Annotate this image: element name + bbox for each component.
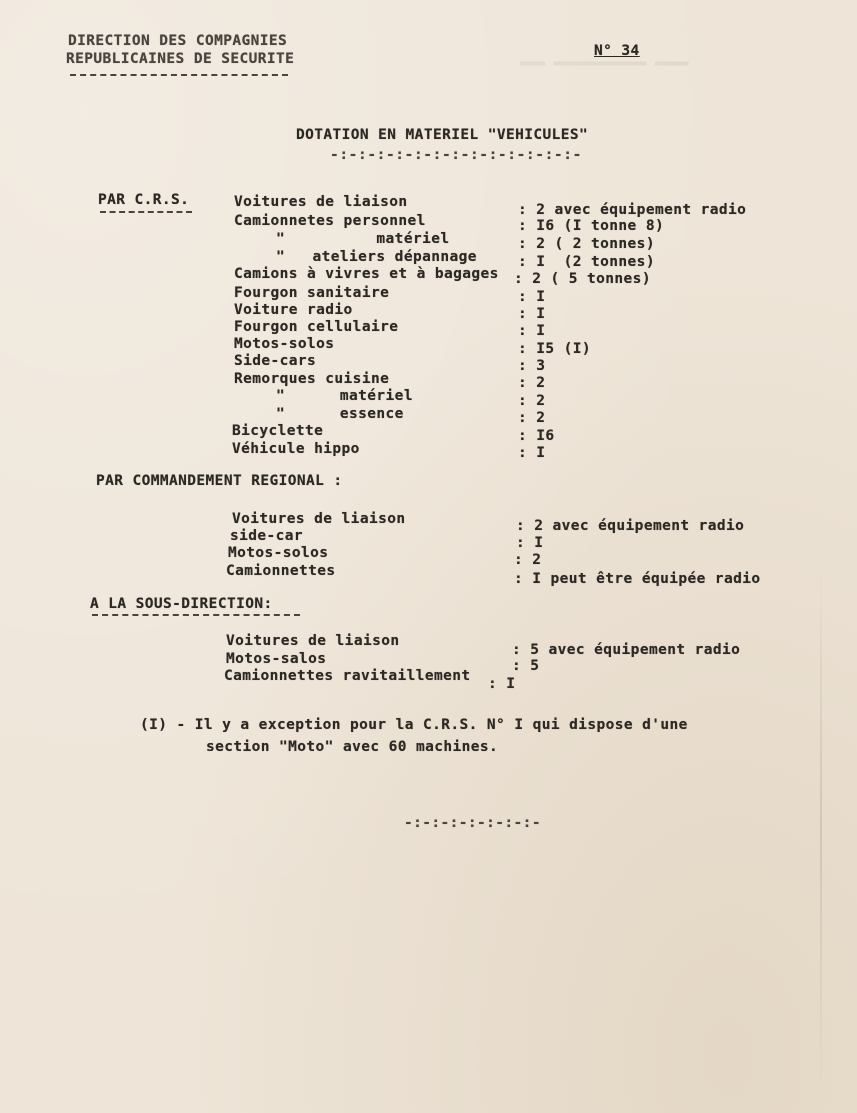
list-item-value: : 2	[518, 410, 546, 426]
list-item-label: Camionnettes ravitaillement	[224, 668, 471, 684]
list-item-value: : I	[516, 535, 544, 551]
page-title: DOTATION EN MATERIEL "VEHICULES"	[296, 127, 589, 143]
list-item-label: Camionnetes personnel	[234, 213, 426, 229]
list-item-value: : I peut être équipée radio	[514, 571, 761, 587]
title-ornament: -:-:-:-:-:-:-:-:-:-:-:-:-:-	[330, 147, 582, 163]
list-item-value: : 2	[514, 552, 542, 568]
list-item-value: : I	[518, 306, 546, 322]
section-heading-sous-direction: A LA SOUS-DIRECTION:	[90, 596, 273, 612]
list-item-label: Camions à vivres et à bagages	[234, 266, 499, 282]
list-item-label: " essence	[276, 406, 404, 422]
list-item-label: Side-cars	[234, 353, 317, 369]
list-item-value: : I	[488, 676, 516, 692]
list-item-label: Fourgon cellulaire	[234, 319, 399, 335]
list-item-label: " matériel	[276, 388, 413, 404]
list-item-label: Motos-solos	[228, 545, 329, 561]
document-number: N° 34	[594, 43, 640, 59]
show-through-text: ▬▬▬▬ ▬▬▬▬▬▬▬▬▬▬▬ ▬▬▬	[520, 55, 689, 71]
list-item-label: " ateliers dépannage	[276, 249, 477, 265]
list-item-label: Bicyclette	[232, 423, 324, 439]
list-item-label: Motos-salos	[226, 651, 327, 667]
list-item-value: : I5 (I)	[518, 341, 592, 357]
list-item-label: Camionnettes	[226, 563, 336, 579]
list-item-value: : I	[518, 445, 546, 461]
end-ornament: -:-:-:-:-:-:-:-	[404, 815, 541, 831]
list-item-value: : 5 avec équipement radio	[512, 642, 741, 658]
org-line-1: DIRECTION DES COMPAGNIES	[68, 33, 288, 49]
list-item-label: Fourgon sanitaire	[234, 285, 390, 301]
list-item-value: : I6	[518, 428, 555, 444]
list-item-label: Voitures de liaison	[232, 511, 406, 527]
list-item-value: : I	[518, 289, 546, 305]
footnote-line-2: section "Moto" avec 60 machines.	[206, 739, 499, 755]
list-item-value: : 2 ( 5 tonnes)	[514, 271, 651, 287]
list-item-label: Véhicule hippo	[232, 441, 360, 457]
list-item-label: side-car	[230, 528, 304, 544]
list-item-value: : I (2 tonnes)	[518, 254, 655, 270]
list-item-value: : 2	[518, 393, 546, 409]
list-item-label: Remorques cuisine	[234, 371, 390, 387]
list-item-value: : 2 ( 2 tonnes)	[518, 236, 655, 252]
list-item-label: " matériel	[276, 231, 450, 247]
section-underline-crs	[100, 211, 192, 213]
org-line-2: REPUBLICAINES DE SECURITE	[66, 51, 295, 67]
list-item-value: : 2	[518, 375, 546, 391]
list-item-value: : I	[518, 323, 546, 339]
list-item-value: : 2 avec équipement radio	[516, 518, 745, 534]
list-item-label: Voitures de liaison	[226, 633, 400, 649]
list-item-label: Voitures de liaison	[234, 194, 408, 210]
list-item-value: : 2 avec équipement radio	[518, 202, 747, 218]
list-item-value: : I6 (I tonne 8)	[518, 218, 665, 234]
paper-fold	[820, 560, 822, 1100]
list-item-value: : 3	[518, 358, 546, 374]
list-item-label: Motos-solos	[234, 336, 335, 352]
section-heading-regional: PAR COMMANDEMENT REGIONAL :	[96, 473, 343, 489]
section-underline-sous-direction	[92, 614, 300, 616]
list-item-value: : 5	[512, 658, 540, 674]
list-item-label: Voiture radio	[234, 302, 353, 318]
section-heading-crs: PAR C.R.S.	[98, 192, 190, 208]
header-underline	[70, 74, 288, 76]
footnote-line-1: (I) - Il y a exception pour la C.R.S. N° I qui dispose d'une	[140, 717, 688, 733]
